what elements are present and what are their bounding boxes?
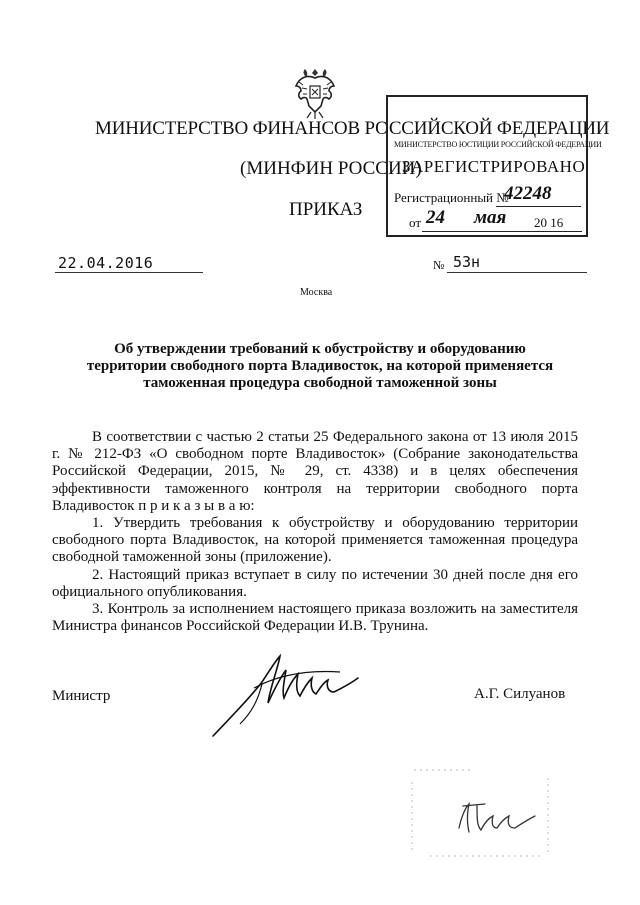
stamp-heading: МИНИСТЕРСТВО ЮСТИЦИИ РОССИЙСКОЙ ФЕДЕРАЦИИ: [394, 140, 602, 149]
item-3-paragraph: 3. Контроль за исполнением настоящего приказа возложить на заместителя Министра финансов Российской Федерации И.В. Трунина.: [52, 601, 578, 635]
stamp-number-value: 42248: [504, 183, 552, 204]
order-number: 53н: [453, 253, 481, 271]
signer-title: Министр: [52, 688, 111, 704]
item-2-paragraph: 2. Настоящий приказ вступает в силу по истечении 30 дней после дня его официального опубликования.: [52, 566, 578, 600]
ministry-short-name: (МИНФИН РОССИИ): [240, 158, 422, 179]
preamble-paragraph: В соответствии с частью 2 статьи 25 Федерального закона от 13 июля 2015 г. № 212-ФЗ «О свободном порте Владивосток» (Собрание законодательства Российской Федерации, 2015, № 29, ст. 4338) и в целях обеспечения эффективности таможенного контроля на территории свободного порта Владивосток п р и к а з ы в а ю:: [52, 429, 578, 514]
number-sign: №: [433, 258, 445, 272]
stamp-date-day: 24: [426, 207, 445, 228]
city: Москва: [300, 287, 333, 298]
document-type: ПРИКАЗ: [289, 199, 363, 220]
stamp-date-month: мая: [474, 207, 507, 228]
coat-of-arms-icon: [293, 66, 337, 120]
order-date: 22.04.2016: [58, 254, 154, 272]
signer-name: А.Г. Силуанов: [474, 686, 566, 702]
date-underline: [55, 272, 203, 273]
stamp-date-prefix: от: [409, 215, 422, 230]
stamp-number-underline: [496, 206, 581, 207]
order-body: [52, 429, 578, 635]
stamp-status: ЗАРЕГИСТРИРОВАНО: [402, 157, 586, 176]
ministry-full-name: МИНИСТЕРСТВО ФИНАНСОВ РОССИЙСКОЙ ФЕДЕРАЦИИ: [95, 118, 610, 139]
stamp-number-label: Регистрационный №: [394, 190, 509, 205]
handwritten-signature-icon: [210, 648, 360, 743]
order-subject: Об утверждении требований к обустройству и оборудованию территории свободного порта Владивосток, на которой применяется таможенная процедура свободной таможенной зоны: [86, 341, 554, 391]
item-1-paragraph: 1. Утвердить требования к обустройству и оборудованию территории свободного порта Владивосток, на которой применяется таможенная процедура свободной таможенной зоны (приложение).: [52, 515, 578, 566]
handwritten-initials-icon: [455, 798, 540, 838]
stamp-date-year: 20 16: [534, 215, 564, 230]
registration-stamp: [386, 95, 602, 237]
number-underline: [447, 272, 587, 273]
stamp-date-underline: [422, 231, 582, 232]
